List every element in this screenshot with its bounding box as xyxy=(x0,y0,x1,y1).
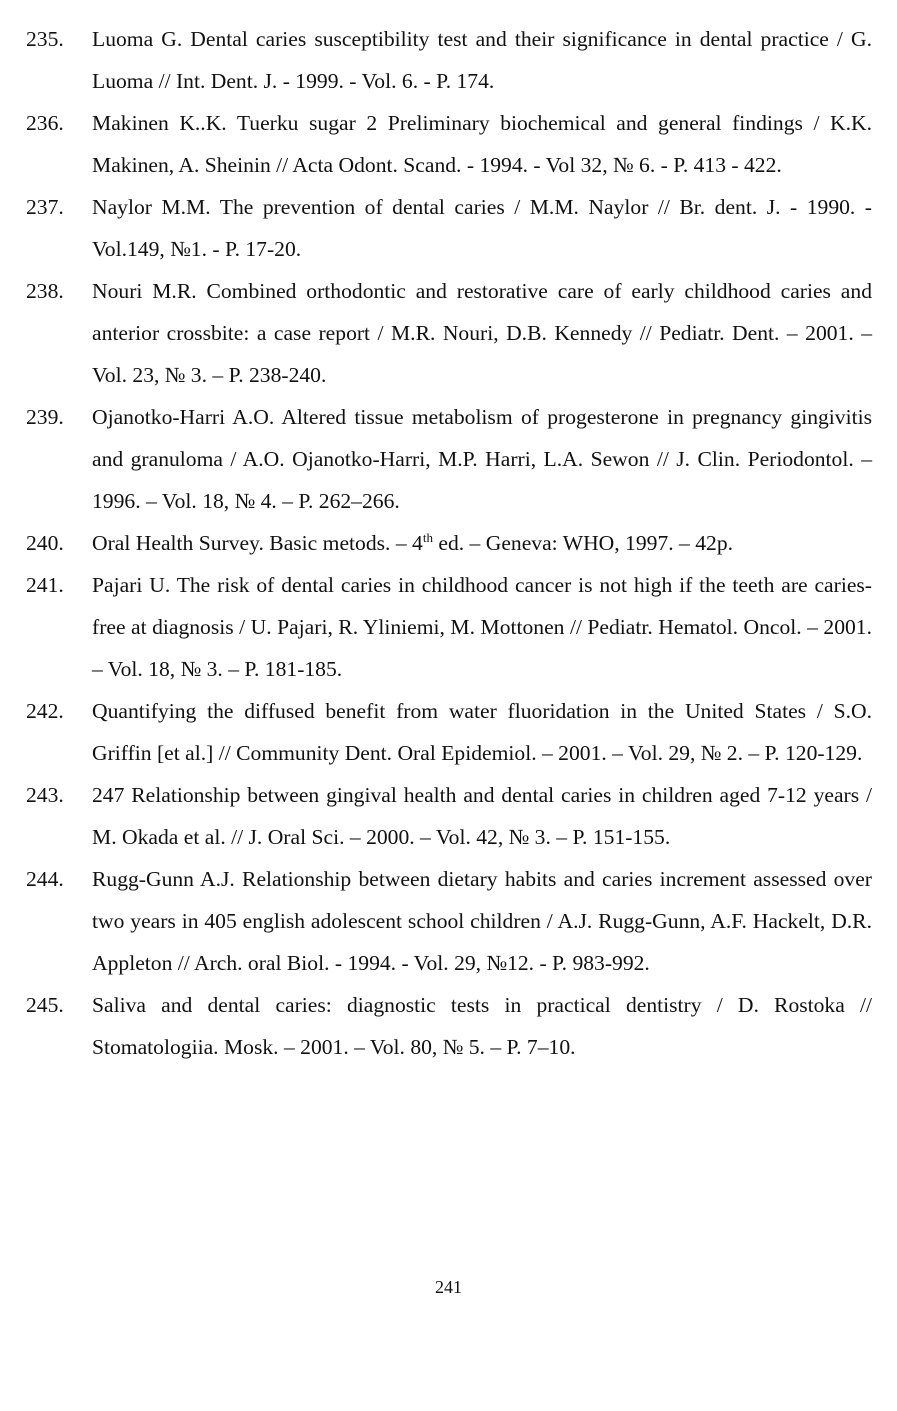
reference-item xyxy=(26,186,872,270)
reference-text-end: ed. – Geneva: WHO, 1997. – 42p. xyxy=(432,531,734,555)
reference-text: 247 Relationship between gingival health and dental caries in children aged 7-12 years / M. Okada et al. // J. Oral Sci. – 2000. – Vol. 42, № 3. – P. 151-155. xyxy=(92,783,872,849)
reference-number: 242. xyxy=(26,699,64,723)
reference-number: 238. xyxy=(26,279,64,303)
reference-item xyxy=(26,984,872,1068)
reference-list xyxy=(26,18,872,1068)
reference-text-start: Oral Health Survey. Basic metods. – 4 xyxy=(92,531,423,555)
reference-text: Rugg-Gunn A.J. Relationship between dietary habits and caries increment assessed over two years in 405 english adolescent school children / A.J. Rugg-Gunn, A.F. Hackelt, D.R. Appleton // Arch. oral Biol. - 1994. - Vol. 29, №12. - P. 983-992. xyxy=(92,867,872,975)
reference-text: Ojanotko-Harri A.O. Altered tissue metabolism of progesterone in pregnancy gingivitis and granuloma / A.O. Ojanotko-Harri, M.P. Harri, L.A. Sewon // J. Clin. Periodontol. – 1996. – Vol. 18, № 4. – P. 262–266. xyxy=(92,405,872,513)
reference-item xyxy=(26,858,872,984)
reference-item xyxy=(26,396,872,522)
reference-text: Makinen K..K. Tuerku sugar 2 Preliminary biochemical and general findings / K.K. Makinen, A. Sheinin // Acta Odont. Scand. - 1994. - Vol 32, № 6. - P. 413 - 422. xyxy=(92,111,872,177)
reference-text xyxy=(92,531,733,555)
reference-item xyxy=(26,564,872,690)
reference-text: Saliva and dental caries: diagnostic tests in practical dentistry / D. Rostoka // Stomatologiia. Mosk. – 2001. – Vol. 80, № 5. – P. 7–10. xyxy=(92,993,872,1059)
reference-text: Naylor M.M. The prevention of dental caries / M.M. Naylor // Br. dent. J. - 1990. - Vol.149, №1. - P. 17-20. xyxy=(92,195,872,261)
reference-number: 241. xyxy=(26,573,64,597)
reference-item xyxy=(26,18,872,102)
reference-superscript: th xyxy=(422,529,433,545)
reference-item xyxy=(26,270,872,396)
reference-number: 243. xyxy=(26,783,64,807)
reference-item xyxy=(26,690,872,774)
reference-text: Luoma G. Dental caries susceptibility test and their significance in dental practice / G. Luoma // Int. Dent. J. - 1999. - Vol. 6. - P. 174. xyxy=(92,27,872,93)
reference-number: 245. xyxy=(26,993,64,1017)
reference-number: 235. xyxy=(26,27,64,51)
page-number: 241 xyxy=(435,1277,462,1297)
reference-number: 237. xyxy=(26,195,64,219)
reference-text: Nouri M.R. Combined orthodontic and restorative care of early childhood caries and anterior crossbite: a case report / M.R. Nouri, D.B. Kennedy // Pediatr. Dent. – 2001. – Vol. 23, № 3. – P. 238-240. xyxy=(92,279,872,387)
reference-number: 240. xyxy=(26,531,64,555)
reference-item xyxy=(26,102,872,186)
reference-number: 239. xyxy=(26,405,64,429)
reference-item xyxy=(26,522,872,564)
reference-text: Quantifying the diffused benefit from water fluoridation in the United States / S.O. Griffin [et al.] // Community Dent. Oral Epidemiol. – 2001. – Vol. 29, № 2. – P. 120-129. xyxy=(92,699,872,765)
reference-number: 236. xyxy=(26,111,64,135)
reference-number: 244. xyxy=(26,867,64,891)
reference-text: Pajari U. The risk of dental caries in childhood cancer is not high if the teeth are caries- free at diagnosis / U. Pajari, R. Yliniemi, M. Mottonen // Pediatr. Hematol. Oncol. – 2001. – Vol. 18, № 3. – P. 181-185. xyxy=(92,573,872,681)
reference-item xyxy=(26,774,872,858)
